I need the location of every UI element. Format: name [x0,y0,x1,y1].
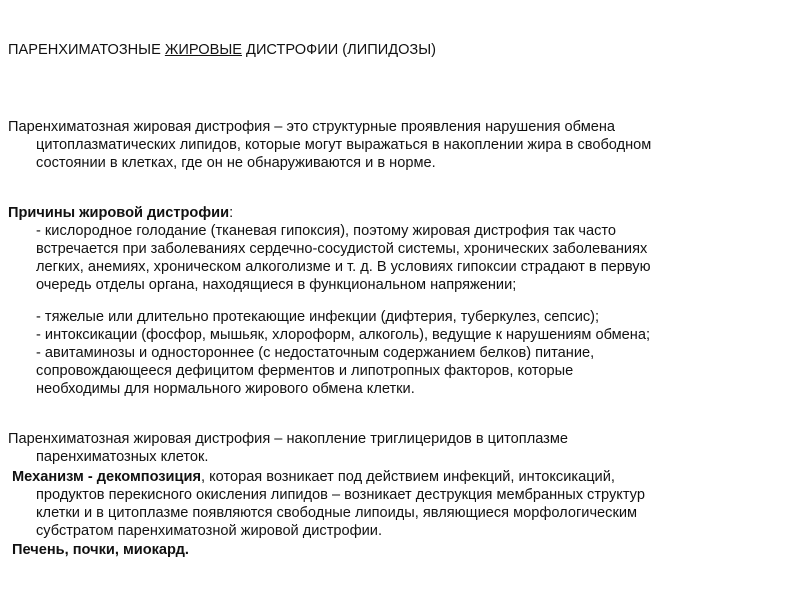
definition-line-2: цитоплазматических липидов, которые могут выражаться в накоплении жира в свободном [36,137,652,153]
causes-line: необходимы для нормального жирового обмена клетки. [36,381,415,397]
causes-heading-colon: : [229,205,234,221]
title-part-3: ДИСТРОФИИ (ЛИПИДОЗЫ) [242,42,437,58]
causes-line: очередь отделы органа, находящиеся в функциональном напряжении; [36,277,517,293]
mechanism-rest: , которая возникает под действием инфекций, интоксикаций, [200,469,615,485]
causes-line: сопровождающееся дефицитом ферментов и липотропных факторов, которые [36,363,574,379]
title-part-1: ПАРЕНХИМАТОЗНЫЕ [8,42,165,58]
title-part-underlined: ЖИРОВЫЕ [164,42,242,58]
causes-line: - интоксикации (фосфор, мышьяк, хлороформ, алкоголь), ведущие к нарушениям обмена; [36,327,650,343]
organs-line: Печень, почки, миокард. [12,542,189,558]
causes-heading-text: Причины жировой дистрофии [8,205,230,221]
mechanism-line-1 [12,468,615,486]
accumulation-line-2: паренхиматозных клеток. [36,449,209,465]
accumulation-line-1: Паренхиматозная жировая дистрофия – накопление триглицеридов в цитоплазме [8,431,569,447]
page-title [8,41,436,59]
causes-heading [8,204,233,222]
mechanism-line: продуктов перекисного окисления липидов – возникает деструкция мембранных структур [36,487,645,503]
causes-line: легких, анемиях, хроническом алкоголизме и т. д. В условиях гипоксии страдают в первую [36,259,651,275]
causes-line: - тяжелые или длительно протекающие инфекции (дифтерия, туберкулез, сепсис); [36,309,600,325]
mechanism-line: клетки и в цитоплазме появляются свободные липоиды, являющиеся морфологическим [36,505,638,521]
definition-line-1: Паренхиматозная жировая дистрофия – это структурные проявления нарушения обмена [8,119,616,135]
mechanism-line: субстратом паренхиматозной жировой дистрофии. [36,523,383,539]
causes-line: - кислородное голодание (тканевая гипоксия), поэтому жировая дистрофия так часто [36,223,617,239]
mechanism-lead: Механизм - декомпозиция [12,469,201,485]
causes-line: - авитаминозы и одностороннее (с недостаточным содержанием белков) питание, [36,345,595,361]
causes-line: встречается при заболеваниях сердечно-сосудистой системы, хронических заболеваниях [36,241,648,257]
definition-line-3: состоянии в клетках, где он не обнаруживаются и в норме. [36,155,436,171]
